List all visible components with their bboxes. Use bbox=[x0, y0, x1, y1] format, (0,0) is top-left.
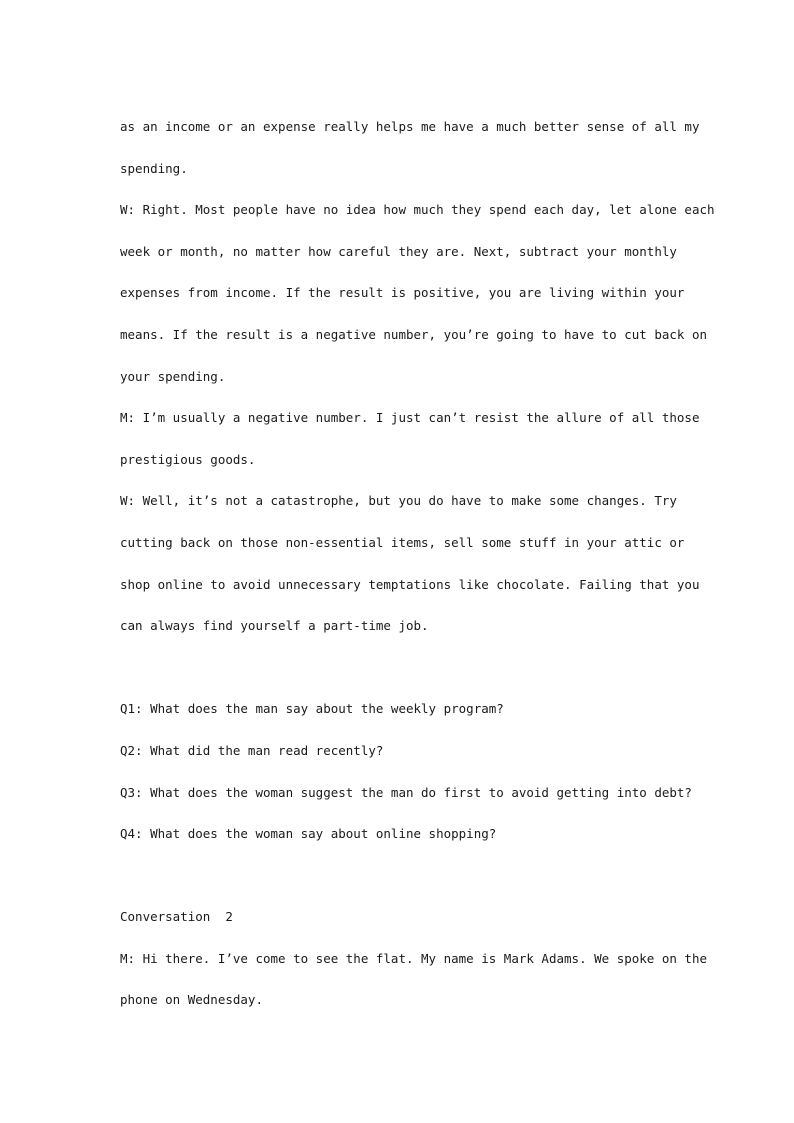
dialogue-line: M: Hi there. I’ve come to see the flat. My name is Mark Adams. We spoke on the bbox=[120, 950, 707, 966]
dialogue-line: your spending. bbox=[120, 368, 226, 384]
dialogue-line: as an income or an expense really helps me have a much better sense of all my bbox=[120, 119, 700, 134]
dialogue-line: M: I’m usually a negative number. I just can’t resist the allure of all those bbox=[120, 410, 700, 426]
dialogue-line: spending. bbox=[120, 160, 188, 176]
dialogue-line: week or month, no matter how careful they are. Next, subtract your monthly bbox=[120, 243, 677, 259]
blank-line bbox=[120, 647, 674, 689]
question-q3: Q3: What does the woman suggest the man do first to avoid getting into debt? bbox=[120, 784, 692, 800]
dialogue-line: can always find yourself a part-time job. bbox=[120, 618, 429, 634]
dialogue-line: cutting back on those non-essential items, sell some stuff in your attic or bbox=[120, 534, 685, 550]
dialogue-line: means. If the result is a negative number, you’re going to have to cut back on bbox=[120, 326, 707, 342]
question-q4: Q4: What does the woman say about online shopping? bbox=[120, 826, 497, 842]
question-q2: Q2: What did the man read recently? bbox=[120, 742, 384, 758]
dialogue-line: W: Right. Most people have no idea how much they spend each day, let alone each bbox=[120, 202, 715, 218]
dialogue-line: W: Well, it’s not a catastrophe, but you do have to make some changes. Try bbox=[120, 493, 677, 509]
dialogue-line: prestigious goods. bbox=[120, 451, 256, 467]
blank-line bbox=[120, 855, 674, 897]
page-content bbox=[120, 106, 715, 1021]
dialogue-line: shop online to avoid unnecessary temptations like chocolate. Failing that you bbox=[120, 576, 700, 592]
dialogue-line: expenses from income. If the result is positive, you are living within your bbox=[120, 285, 685, 301]
conversation-heading: Conversation 2 bbox=[120, 909, 233, 925]
question-q1: Q1: What does the man say about the weekly program? bbox=[120, 701, 504, 717]
dialogue-line: phone on Wednesday. bbox=[120, 992, 263, 1008]
